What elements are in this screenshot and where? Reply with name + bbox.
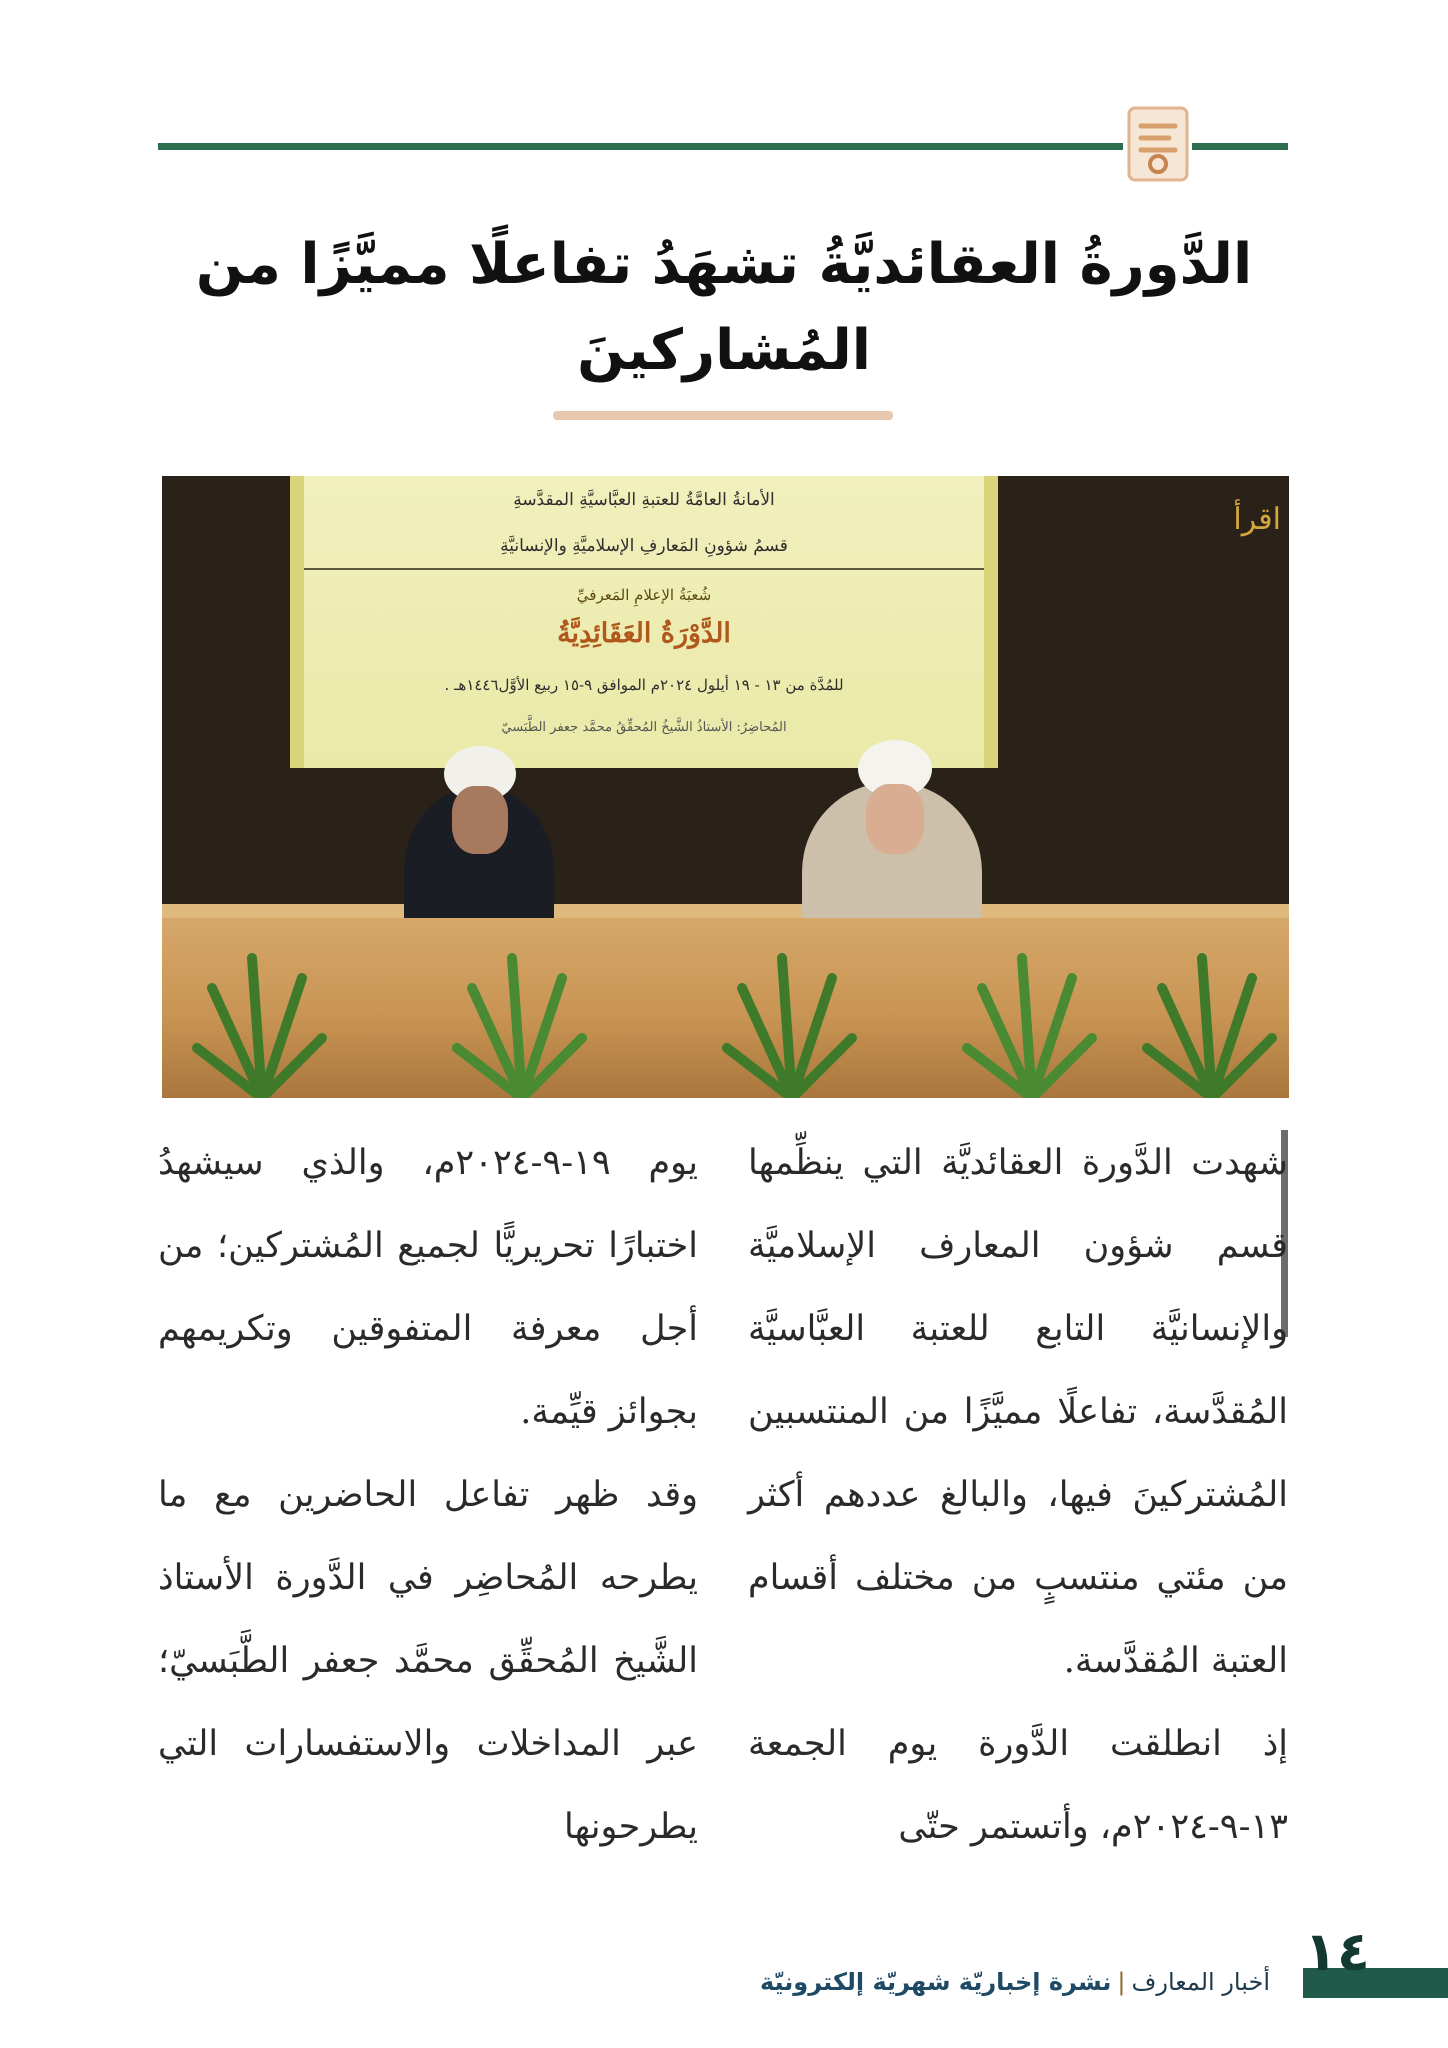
publication-logo-icon: [1123, 104, 1193, 184]
article-paragraph: يوم ١٩-٩-٢٠٢٤م، والذي سيشهدُ اختبارًا تحريريًّا لجميع المُشتركين؛ من أجل معرفة المتفوقين وتكريمهم بجوائز قيِّمة.: [158, 1143, 698, 1432]
screen-line: شُعبَةُ الإعلامِ المَعرفيِّ: [576, 586, 712, 604]
background-logo: اقرأ: [1233, 502, 1281, 537]
article-paragraph: شهدت الدَّورة العقائديَّة التي ينظِّمها قسم شؤون المعارف الإسلاميَّة والإنسانيَّة التابع للعتبة العبَّاسيَّة المُقدَّسة، تفاعلًا مميَّزًا من المنتسبين المُشتركينَ فيها، والبالغ عددهم أكثر من مئتي منتسبٍ من مختلف أقسام العتبة المُقدَّسة.: [748, 1143, 1288, 1681]
screen-line: المُحاضِرُ: الأستاذُ الشَّيخُ المُحقِّقُ محمَّد جعفر الطَّبَسيّ: [501, 720, 787, 735]
article-column-left: [158, 1122, 698, 1869]
plant-icon: [722, 948, 862, 1098]
plant-icon: [192, 948, 332, 1098]
footer-separator: |: [1117, 1968, 1126, 1996]
desk-top: [162, 904, 1289, 918]
publication-name: أخبار المعارف: [1131, 1968, 1270, 1996]
screen-course-title: الدَّوْرَةُ العَقَائِدِيَّةُ: [557, 618, 731, 649]
event-photo: [162, 476, 1289, 1098]
footer-publication: [760, 1968, 1270, 1996]
title-underline: [553, 411, 893, 420]
screen-divider: [304, 568, 984, 570]
header-rule-right: [1192, 143, 1288, 150]
header-rule: [158, 143, 1123, 150]
page-number: ١٤: [1304, 1920, 1370, 1983]
page-title: الدَّورةُ العقائديَّةُ تشهَدُ تفاعلًا مميَّزًا من المُشاركينَ: [195, 232, 1253, 383]
screen-line: للمُدَّة من ١٣ - ١٩ أيلول ٢٠٢٤م الموافق ٩-١٥ ربيع الأوَّل١٤٤٦هـ .: [444, 676, 844, 694]
article-paragraph: وقد ظهر تفاعل الحاضرين مع ما يطرحه المُحاضِر في الدَّورة الأستاذ الشَّيخ المُحقِّق محمَّد جعفر الطَّبَسيّ؛ عبر المداخلات والاستفسارات التي يطرحونها: [158, 1475, 698, 1847]
plant-icon: [452, 948, 592, 1098]
screen-line: قسمُ شؤونِ المَعارفِ الإسلاميَّةِ والإنسانيَّةِ: [500, 536, 788, 556]
screen-line: الأمانةُ العامَّةُ للعتبةِ العبَّاسيَّةِ المقدَّسةِ: [513, 490, 775, 510]
plant-icon: [1142, 948, 1282, 1098]
article-paragraph: إذ انطلقت الدَّورة يوم الجمعة ١٣-٩-٢٠٢٤م، وأتستمر حتّى: [748, 1724, 1288, 1847]
article-column-right: [748, 1122, 1288, 1869]
projection-screen: [290, 476, 998, 768]
publication-subtitle: نشرة إخباريّة شهريّة إلكترونيّة: [759, 1968, 1112, 1996]
plant-icon: [962, 948, 1102, 1098]
